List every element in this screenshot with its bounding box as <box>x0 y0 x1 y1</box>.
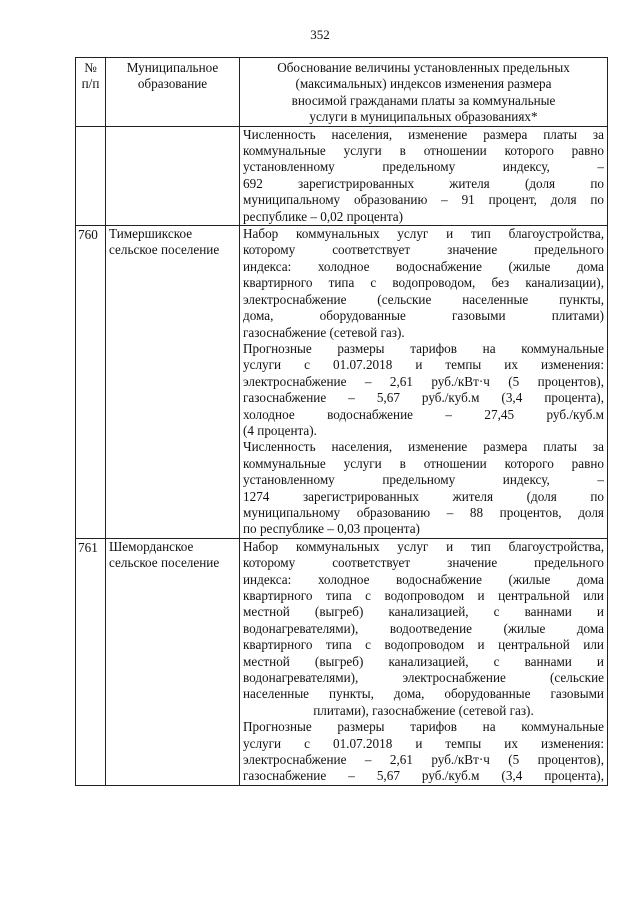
text-line: газоснабжение – 5,67 руб./куб.м (3,4 процента), <box>243 390 604 406</box>
text-line: которому соответствует значение предельного <box>243 242 604 258</box>
text-line: электроснабжение (сельские населенные пункты, <box>243 291 604 307</box>
text-line: услуги с 01.07.2018 и темпы их изменения: <box>243 357 604 373</box>
text-line: коммунальные услуги в отношении которого равно <box>243 143 604 159</box>
row-number: 760 <box>76 226 106 539</box>
cell-justification <box>240 538 608 785</box>
cell-municipality-empty <box>106 126 240 225</box>
page-number: 352 <box>310 27 330 42</box>
text-line: услуги с 01.07.2018 и темпы их изменения: <box>243 735 604 751</box>
text-line: установленному предельному индексу, – <box>243 159 604 175</box>
table-row-761 <box>76 538 608 785</box>
text-line: муниципальному образованию – 91 процент, доля по <box>243 192 604 208</box>
text-line: индекса: холодное водоснабжение (жилые дома <box>243 258 604 274</box>
paragraph-utilities-set <box>243 539 604 719</box>
text-line: Прогнозные размеры тарифов на коммунальные <box>243 719 604 735</box>
text-line: квартирного типа с водопроводом и центральной или <box>243 637 604 653</box>
text-line: Прогнозные размеры тарифов на коммунальные <box>243 340 604 356</box>
municipality-line: сельское поселение <box>109 242 220 258</box>
header-num-line: № <box>84 60 97 75</box>
text-line: индекса: холодное водоснабжение (жилые дома <box>243 571 604 587</box>
paragraph-tariffs <box>243 719 604 785</box>
cell-num-empty <box>76 126 106 225</box>
header-justification-line: Обоснование величины установленных предельных <box>277 60 570 75</box>
header-municipality-line: Муниципальное <box>126 60 219 75</box>
text-line: водонагревателями), электроснабжение (сельские <box>243 670 604 686</box>
paragraph-population <box>243 439 604 537</box>
text-line: холодное водоснабжение – 27,45 руб./куб.м <box>243 406 604 422</box>
text-line: местной (выгреб) канализацией, с ваннами и <box>243 604 604 620</box>
text-line: электроснабжение – 2,61 руб./кВт·ч (5 процентов), <box>243 752 604 768</box>
text-line: квартирного типа с водопроводом, без канализации), <box>243 275 604 291</box>
text-line: (4 процента). <box>243 422 317 438</box>
text-line: электроснабжение – 2,61 руб./кВт·ч (5 процентов), <box>243 373 604 389</box>
cell-justification <box>240 226 608 539</box>
text-line: населенные пункты, дома, оборудованные газовыми <box>243 686 604 702</box>
text-line: Набор коммунальных услуг и тип благоустройства, <box>243 538 604 554</box>
header-num-line: п/п <box>81 76 100 92</box>
text-line: республике – 0,02 процента) <box>243 208 404 224</box>
header-municipality-line: образование <box>137 76 208 92</box>
text-line: муниципальному образованию – 88 процентов, доля <box>243 504 604 520</box>
municipality-line: Шеморданское <box>109 538 194 554</box>
paragraph-tariffs <box>243 341 604 439</box>
text-line: квартирного типа с водопроводом и центральной или <box>243 588 604 603</box>
tariff-justification-table <box>75 57 608 786</box>
municipality-name <box>106 226 240 539</box>
text-line: газоснабжение (сетевой газ). <box>243 324 405 340</box>
text-line: Численность населения, изменение размера платы за <box>243 439 604 455</box>
header-num <box>76 58 106 127</box>
cell-justification <box>240 126 608 225</box>
table-row-continued <box>76 126 608 225</box>
text-line: водонагревателями), водоотведение (жилые дома <box>243 620 604 636</box>
header-justification-line: вносимой гражданами платы за коммунальные <box>291 92 556 108</box>
text-line: дома, оборудованные газовыми плитами) <box>243 308 604 324</box>
text-line: 692 зарегистрированных жителя (доля по <box>243 175 604 191</box>
header-justification <box>240 58 608 127</box>
text-line: установленному предельному индексу, – <box>243 472 604 488</box>
table-row-760 <box>76 226 608 539</box>
text-line: газоснабжение – 5,67 руб./куб.м (3,4 процента), <box>243 768 604 784</box>
text-line: 1274 зарегистрированных жителя (доля по <box>243 488 604 504</box>
text-line: по республике – 0,03 процента) <box>243 521 420 537</box>
text-line: коммунальные услуги в отношении которого равно <box>243 455 604 471</box>
municipality-name <box>106 538 240 785</box>
text-line: Численность населения, изменение размера платы за <box>243 126 604 142</box>
table-header-row <box>76 58 608 127</box>
header-justification-line: услуги в муниципальных образованиях* <box>309 109 538 125</box>
text-line: плитами), газоснабжение (сетевой газ). <box>313 702 534 718</box>
row-number: 761 <box>76 538 106 785</box>
municipality-line: сельское поселение <box>109 555 220 571</box>
municipality-line: Тимершикское <box>109 226 193 242</box>
paragraph-utilities-set <box>243 226 604 341</box>
text-line: местной (выгреб) канализацией, с ваннами и <box>243 653 604 669</box>
header-municipality <box>106 58 240 127</box>
header-justification-line: (максимальных) индексов изменения размера <box>295 76 552 92</box>
text-line: которому соответствует значение предельного <box>243 555 604 571</box>
text-line: Набор коммунальных услуг и тип благоустройства, <box>243 226 604 242</box>
